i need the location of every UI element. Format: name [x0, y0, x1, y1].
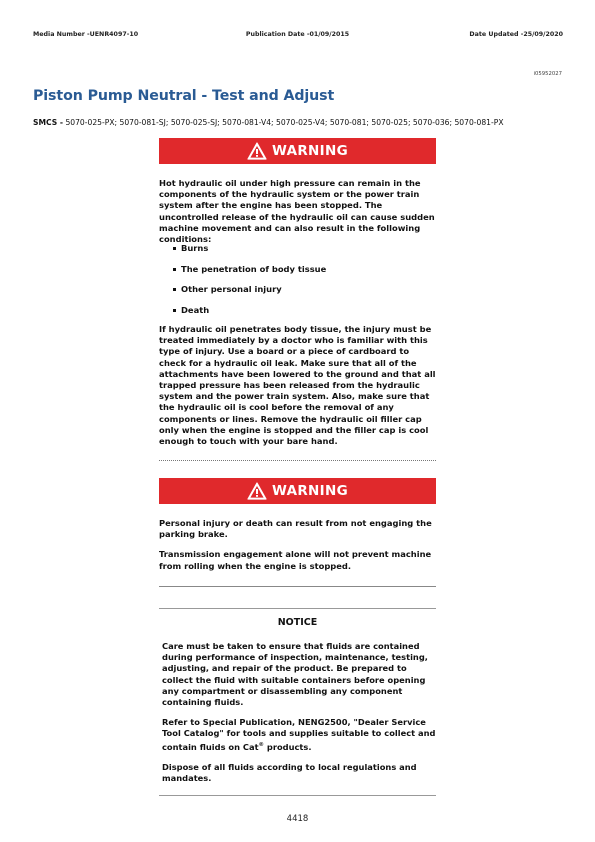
notice-title: NOTICE: [277, 617, 318, 628]
warning-1-intro-text: Hot hydraulic oil under high pressure can remain in the components of the hydraulic system or the power train system after the engine has been stopped. The uncontrolled release of the hydraulic oil can cause sudden machine movement and can also result in the following conditions:: [159, 178, 435, 245]
divider: [159, 586, 436, 587]
warning-banner-2: [159, 478, 436, 504]
warning-triangle-icon: [247, 142, 267, 160]
smcs-code-list: 5070-025-PX; 5070-081-SJ; 5070-025-SJ; 5070-081-V4; 5070-025-V4; 5070-081; 5070-025; 5070-036; 5070-081-PX: [65, 118, 504, 127]
list-item: Death: [159, 305, 429, 326]
notice-top-rule: [159, 608, 436, 609]
warning-1-intro: [159, 178, 439, 245]
warning-label-1: WARNING: [272, 143, 348, 159]
conditions-list: [159, 243, 429, 325]
list-item: Burns: [159, 243, 429, 264]
media-number: Media Number -UENR4097-10: [33, 31, 139, 38]
warning-1-body-text: If hydraulic oil penetrates body tissue, the injury must be treated immediately by a doctor who is familiar with this type of injury. Use a board or a piece of cardboard to check for a hydraulic oil leak. Make sure that all of the attachments have been lowered to the ground and that all trapped pressure has been released from the hydraulic system and the power train system. Also, make sure that the hydraulic oil is cool before the removal of any components or lines. Remove the hydraulic oil filler cap only when the engine is stopped and the filler cap is cool enough to touch with your bare hand.: [159, 324, 436, 447]
warning-banner-1: [159, 138, 436, 164]
warning-triangle-icon: [247, 482, 267, 500]
warning-2-text: [159, 518, 439, 572]
notice-para-3: Dispose of all fluids according to local regulations and mandates.: [162, 761, 417, 783]
notice-para-2-text: Refer to Special Publication, NENG2500, "Dealer Service Tool Catalog" for tools and supplies suitable to collect and contain fluids on Cat: [162, 717, 436, 752]
notice-para-2: [162, 717, 436, 752]
notice-para-1: Care must be taken to ensure that fluids are contained during performance of inspection, maintenance, testing, adjusting, and repair of the product. Be prepared to collect the fluid with suitable containers before opening any compartment or disassembling any component containing fluids.: [162, 641, 428, 708]
date-updated: Date Updated -25/09/2020: [469, 31, 563, 38]
document-id: i05952027: [533, 71, 562, 77]
page-number: 4418: [286, 814, 309, 824]
notice-bottom-rule: [159, 795, 436, 796]
notice-para-2-end: products.: [264, 741, 312, 752]
warning-2-para-2: Transmission engagement alone will not prevent machine from rolling when the engine is stopped.: [159, 549, 432, 571]
smcs-label: SMCS -: [33, 118, 64, 127]
smcs-codes: [33, 118, 504, 127]
publication-date: Publication Date -01/09/2015: [245, 31, 350, 38]
page-title: Piston Pump Neutral - Test and Adjust: [33, 88, 335, 104]
list-item: Other personal injury: [159, 284, 429, 305]
divider: [159, 460, 436, 461]
warning-label-2: WARNING: [272, 483, 348, 499]
registered-mark: ®: [258, 741, 265, 748]
notice-body: [162, 641, 436, 784]
warning-2-para-1: Personal injury or death can result from not engaging the parking brake.: [159, 518, 432, 540]
list-item: The penetration of body tissue: [159, 264, 429, 285]
warning-1-body: [159, 324, 439, 447]
